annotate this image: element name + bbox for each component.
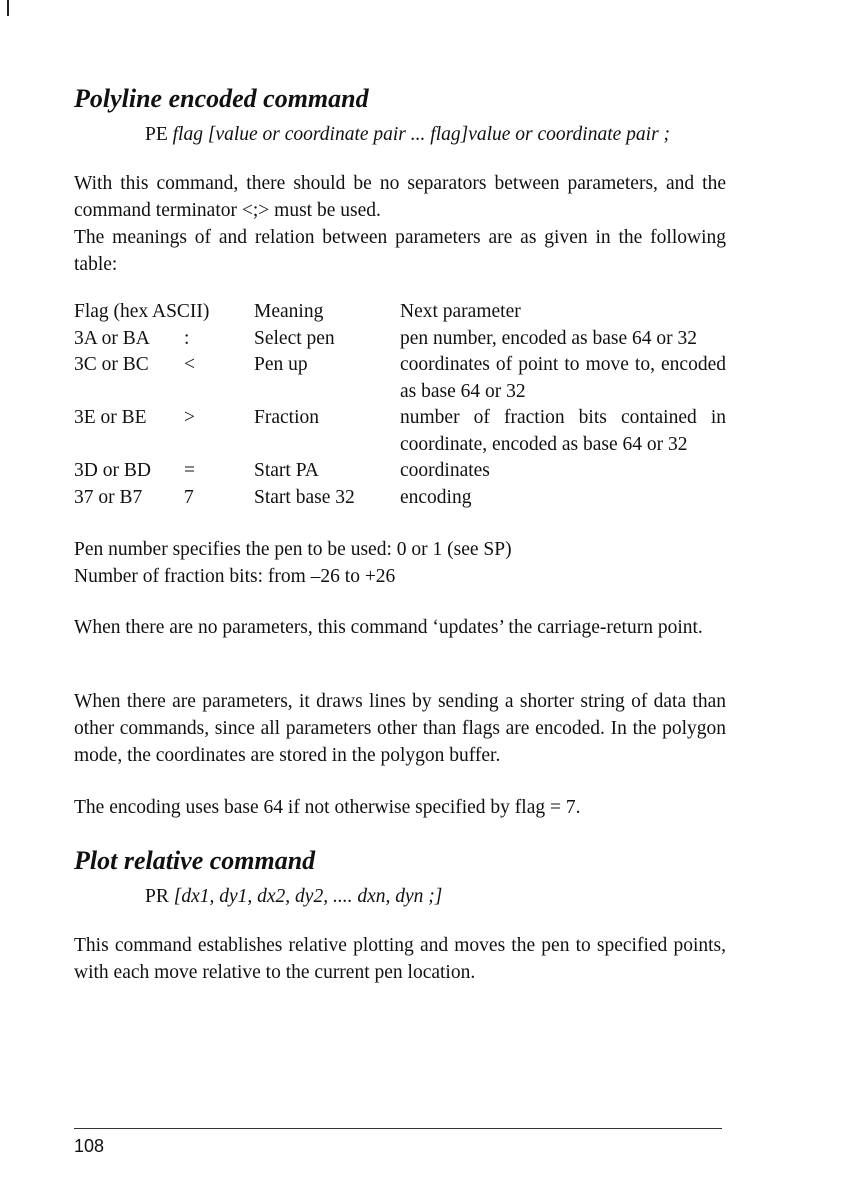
table-cell-next: encoding: [400, 486, 472, 508]
table-cell-flag: 37 or B7: [74, 486, 143, 508]
flag-table: [74, 299, 726, 511]
table-cell-meaning: Start base 32: [254, 486, 355, 508]
note-line: Number of fraction bits: from –26 to +26: [74, 566, 396, 587]
table-cell-flag: 3A or BA: [74, 327, 150, 349]
paragraph: With this command, there should be no separators between parameters, and the command terminator <;> must be used.: [74, 173, 726, 221]
paragraph: When there are no parameters, this command ‘updates’ the carriage-return point.: [74, 617, 703, 638]
table-cell-meaning: Select pen: [254, 327, 335, 349]
table-cell-next: coordinates: [400, 460, 490, 481]
table-cell-flag: 3E or BE: [74, 407, 147, 428]
table-cell-meaning: Start PA: [254, 460, 319, 481]
table-cell-flag: 3D or BD: [74, 460, 151, 481]
table-row: [74, 352, 726, 405]
table-cell-next: pen number, encoded as base 64 or 32: [400, 327, 698, 349]
paragraph: The meanings of and relation between parameters are as given in the following table:: [74, 227, 726, 275]
syntax-arguments: [dx1, dy1, dx2, dy2, .... dxn, dyn ;]: [173, 886, 443, 907]
table-cell-symbol: :: [184, 327, 190, 349]
table-row: [74, 458, 726, 485]
footer-rule: [74, 1128, 722, 1129]
table-header: Flag (hex ASCII): [74, 301, 210, 322]
paragraph: When there are parameters, it draws lines by sending a shorter string of data than other commands, since all parameters other than flags are encoded. In the polygon mode, the coordinates are stored in the polygon buffer.: [74, 691, 726, 766]
section-title-plot-relative: Plot relative command: [74, 846, 316, 875]
syntax-arguments: flag [value or coordinate pair ... flag]value or coordinate pair ;: [172, 124, 671, 145]
table-cell-meaning: Pen up: [254, 354, 308, 375]
syntax-command: PE: [145, 124, 168, 145]
table-cell-symbol: =: [184, 460, 195, 481]
table-row: [74, 405, 726, 458]
note-line: Pen number specifies the pen to be used: 0 or 1 (see SP): [74, 539, 512, 560]
command-syntax-pr: [145, 886, 442, 908]
table-cell-flag: 3C or BC: [74, 354, 149, 375]
margin-mark: [7, 0, 9, 16]
table-header: Next parameter: [400, 301, 521, 322]
paragraph: This command establishes relative plotting and moves the pen to specified points, with each move relative to the current pen location.: [74, 935, 726, 983]
paragraph: The encoding uses base 64 if not otherwise specified by flag = 7.: [74, 797, 581, 818]
table-cell-meaning: Fraction: [254, 407, 319, 428]
table-cell-next: number of fraction bits contained in coordinate, encoded as base 64 or 32: [400, 407, 726, 455]
command-syntax-pe: [145, 124, 670, 146]
table-cell-next: coordinates of point to move to, encoded as base 64 or 32: [400, 354, 726, 402]
table-header-row: [74, 299, 726, 326]
table-row: [74, 326, 726, 353]
table-cell-symbol: 7: [184, 486, 194, 508]
table-row: [74, 485, 726, 512]
section-title-polyline: Polyline encoded command: [74, 84, 369, 113]
table-header: Meaning: [254, 301, 324, 322]
table-cell-symbol: >: [184, 407, 195, 428]
table-cell-symbol: <: [184, 354, 195, 375]
syntax-command: PR: [145, 886, 169, 907]
page-number: 108: [74, 1136, 105, 1156]
